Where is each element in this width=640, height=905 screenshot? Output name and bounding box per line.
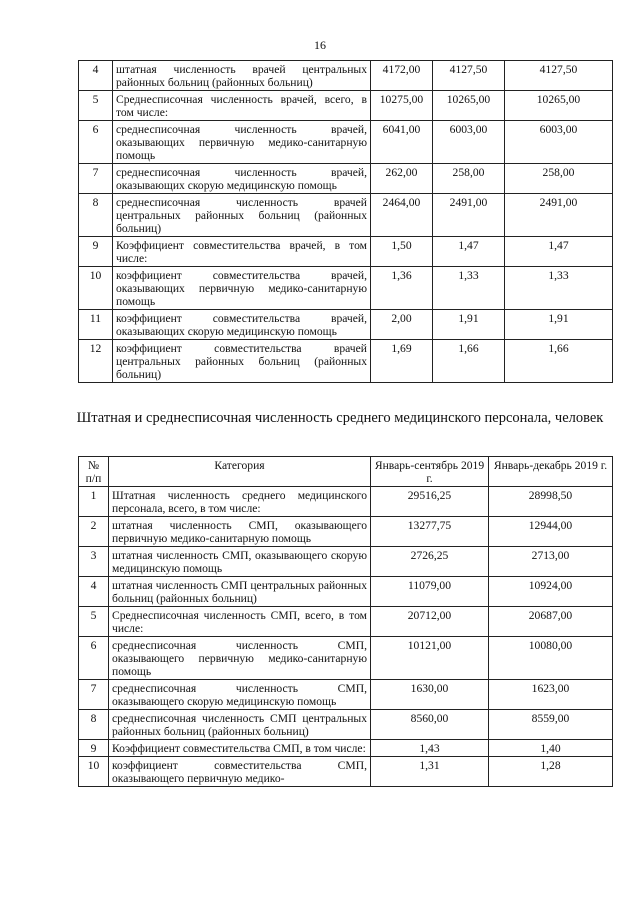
value-jan-dec: 28998,50 bbox=[489, 487, 613, 517]
value-jan-sep: 29516,25 bbox=[371, 487, 489, 517]
table-row bbox=[79, 164, 613, 194]
table-row bbox=[79, 637, 613, 680]
value-col3: 10265,00 bbox=[505, 91, 613, 121]
value-col2: 6003,00 bbox=[433, 121, 505, 164]
row-label: среднесписочная численность врачей, оказывающих первичную медико-санитарную помощь bbox=[113, 121, 371, 164]
row-label: среднесписочная численность врачей центральных районных больниц (районных больниц) bbox=[113, 194, 371, 237]
row-label: среднесписочная численность СМП, оказывающего скорую медицинскую помощь bbox=[109, 680, 371, 710]
row-number: 5 bbox=[79, 91, 113, 121]
row-label: среднесписочная численность СМП центральных районных больниц (районных больниц) bbox=[109, 710, 371, 740]
header-jan-sep: Январь-сентябрь 2019 г. bbox=[371, 457, 489, 487]
value-jan-sep: 11079,00 bbox=[371, 577, 489, 607]
row-number: 10 bbox=[79, 757, 109, 787]
row-label: коэффициент совместительства врачей центральных районных больниц (районных больниц) bbox=[113, 340, 371, 383]
nursing-staff-table bbox=[78, 456, 613, 787]
row-label: Штатная численность среднего медицинского персонала, всего, в том числе: bbox=[109, 487, 371, 517]
row-label: среднесписочная численность врачей, оказывающих скорую медицинскую помощь bbox=[113, 164, 371, 194]
table-row bbox=[79, 740, 613, 757]
row-label: коэффициент совместительства врачей, оказывающих первичную медико-санитарную помощь bbox=[113, 267, 371, 310]
row-number: 7 bbox=[79, 680, 109, 710]
value-jan-dec: 8559,00 bbox=[489, 710, 613, 740]
row-number: 11 bbox=[79, 310, 113, 340]
table-row bbox=[79, 487, 613, 517]
row-label: штатная численность СМП, оказывающего скорую медицинскую помощь bbox=[109, 547, 371, 577]
table-row bbox=[79, 340, 613, 383]
value-col1: 2,00 bbox=[371, 310, 433, 340]
row-number: 5 bbox=[79, 607, 109, 637]
value-jan-dec: 1,28 bbox=[489, 757, 613, 787]
value-col1: 1,36 bbox=[371, 267, 433, 310]
value-jan-dec: 10924,00 bbox=[489, 577, 613, 607]
row-number: 9 bbox=[79, 237, 113, 267]
table-row bbox=[79, 194, 613, 237]
row-label: штатная численность врачей центральных районных больниц (районных больниц) bbox=[113, 61, 371, 91]
value-col1: 6041,00 bbox=[371, 121, 433, 164]
value-jan-dec: 10080,00 bbox=[489, 637, 613, 680]
table-header-row bbox=[79, 457, 613, 487]
value-col1: 10275,00 bbox=[371, 91, 433, 121]
row-number: 7 bbox=[79, 164, 113, 194]
row-number: 9 bbox=[79, 740, 109, 757]
row-number: 1 bbox=[79, 487, 109, 517]
table-row bbox=[79, 91, 613, 121]
value-col2: 10265,00 bbox=[433, 91, 505, 121]
section-title: Штатная и среднесписочная численность среднего медицинского персонала, человек bbox=[76, 410, 604, 426]
row-label: Коэффициент совместительства СМП, в том числе: bbox=[109, 740, 371, 757]
value-jan-sep: 8560,00 bbox=[371, 710, 489, 740]
value-jan-sep: 20712,00 bbox=[371, 607, 489, 637]
value-jan-sep: 2726,25 bbox=[371, 547, 489, 577]
table-row bbox=[79, 517, 613, 547]
table-row bbox=[79, 61, 613, 91]
table-row bbox=[79, 267, 613, 310]
value-col3: 1,66 bbox=[505, 340, 613, 383]
row-label: коэффициент совместительства СМП, оказывающего первичную медико- bbox=[109, 757, 371, 787]
value-jan-dec: 12944,00 bbox=[489, 517, 613, 547]
row-number: 4 bbox=[79, 577, 109, 607]
page-number: 16 bbox=[314, 38, 326, 52]
value-col2: 1,91 bbox=[433, 310, 505, 340]
value-jan-dec: 1,40 bbox=[489, 740, 613, 757]
value-col3: 258,00 bbox=[505, 164, 613, 194]
value-col3: 1,91 bbox=[505, 310, 613, 340]
value-col1: 1,69 bbox=[371, 340, 433, 383]
value-jan-sep: 1630,00 bbox=[371, 680, 489, 710]
row-number: 6 bbox=[79, 637, 109, 680]
value-col2: 4127,50 bbox=[433, 61, 505, 91]
physicians-table bbox=[78, 60, 613, 383]
value-col1: 2464,00 bbox=[371, 194, 433, 237]
value-col3: 4127,50 bbox=[505, 61, 613, 91]
row-label: штатная численность СМП, оказывающего первичную медико-санитарную помощь bbox=[109, 517, 371, 547]
row-label: Коэффициент совместительства врачей, в том числе: bbox=[113, 237, 371, 267]
value-col1: 262,00 bbox=[371, 164, 433, 194]
value-col3: 1,47 bbox=[505, 237, 613, 267]
row-number: 8 bbox=[79, 710, 109, 740]
header-jan-dec: Январь-декабрь 2019 г. bbox=[489, 457, 613, 487]
value-jan-dec: 1623,00 bbox=[489, 680, 613, 710]
value-col3: 1,33 bbox=[505, 267, 613, 310]
table-row bbox=[79, 547, 613, 577]
row-number: 6 bbox=[79, 121, 113, 164]
value-col1: 4172,00 bbox=[371, 61, 433, 91]
row-label: штатная численность СМП центральных районных больниц (районных больниц) bbox=[109, 577, 371, 607]
value-col2: 1,33 bbox=[433, 267, 505, 310]
value-jan-sep: 10121,00 bbox=[371, 637, 489, 680]
value-jan-dec: 2713,00 bbox=[489, 547, 613, 577]
row-number: 3 bbox=[79, 547, 109, 577]
header-category: Категория bbox=[109, 457, 371, 487]
table-row bbox=[79, 237, 613, 267]
value-col3: 2491,00 bbox=[505, 194, 613, 237]
table-row bbox=[79, 757, 613, 787]
value-col2: 258,00 bbox=[433, 164, 505, 194]
value-jan-dec: 20687,00 bbox=[489, 607, 613, 637]
row-number: 10 bbox=[79, 267, 113, 310]
row-number: 2 bbox=[79, 517, 109, 547]
row-label: Среднесписочная численность врачей, всего, в том числе: bbox=[113, 91, 371, 121]
value-jan-sep: 13277,75 bbox=[371, 517, 489, 547]
table-row bbox=[79, 310, 613, 340]
row-label: Среднесписочная численность СМП, всего, в том числе: bbox=[109, 607, 371, 637]
value-col1: 1,50 bbox=[371, 237, 433, 267]
row-label: коэффициент совместительства врачей, оказывающих скорую медицинскую помощь bbox=[113, 310, 371, 340]
table-row bbox=[79, 680, 613, 710]
table-row bbox=[79, 121, 613, 164]
value-col2: 1,66 bbox=[433, 340, 505, 383]
value-col2: 1,47 bbox=[433, 237, 505, 267]
value-col2: 2491,00 bbox=[433, 194, 505, 237]
table-row bbox=[79, 577, 613, 607]
value-jan-sep: 1,31 bbox=[371, 757, 489, 787]
row-label: среднесписочная численность СМП, оказывающего первичную медико-санитарную помощь bbox=[109, 637, 371, 680]
value-col3: 6003,00 bbox=[505, 121, 613, 164]
header-number: № п/п bbox=[79, 457, 109, 487]
row-number: 8 bbox=[79, 194, 113, 237]
table-row bbox=[79, 710, 613, 740]
table-row bbox=[79, 607, 613, 637]
row-number: 12 bbox=[79, 340, 113, 383]
value-jan-sep: 1,43 bbox=[371, 740, 489, 757]
row-number: 4 bbox=[79, 61, 113, 91]
